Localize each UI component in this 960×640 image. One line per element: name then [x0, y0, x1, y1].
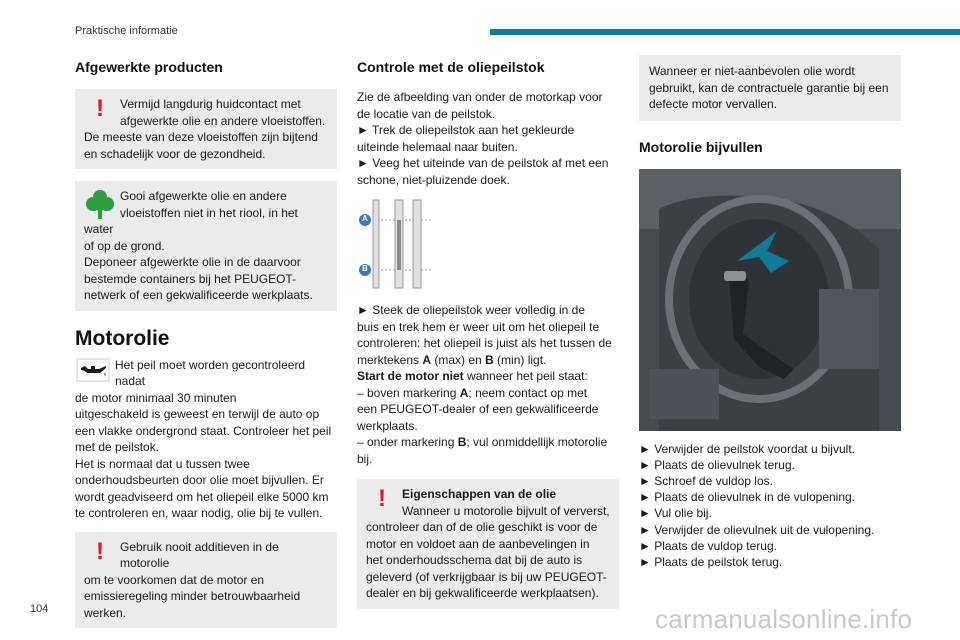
text-line: – onder markering B; vul onmiddellijk motorolie [357, 435, 608, 449]
box-line: dealer en bij gekwalificeerde werkplaatsen). [366, 586, 599, 600]
warning-box-additives [75, 532, 337, 629]
text-line: Zie de afbeelding van onder de motorkap voor [357, 90, 603, 104]
step-item: ► Schroef de vuldop los. [639, 473, 773, 488]
column-3 [639, 55, 901, 570]
step-item: ► Plaats de vuldop terug. [639, 538, 777, 553]
env-line: netwerk of een gekwalificeerde werkplaats. [84, 288, 313, 302]
intro-line: een vlakke ondergrond staat. Controleer het peil [75, 423, 332, 438]
marker-a-label: A [362, 214, 368, 223]
box-line: controleer dan of de olie geschikt is voor de [366, 520, 598, 534]
warning-line: afgewerkte olie en andere vloeistoffen. [120, 113, 326, 128]
warning-icon: ! [378, 485, 386, 512]
text-line: werkplaats. [357, 418, 418, 433]
motorolie-intro [75, 357, 337, 522]
environment-box [75, 181, 337, 311]
section-title-motorolie: Motorolie [75, 326, 170, 350]
env-line: vloeistoffen niet in het riool, in het water [84, 205, 298, 236]
engine-bay-photo [639, 169, 901, 431]
step-item: ► Verwijder de peilstok voordat u bijvult. [639, 441, 855, 456]
warning-icon: ! [96, 537, 104, 565]
tree-icon [84, 188, 116, 218]
text-line: een PEUGEOT-dealer of een gekwalificeerde [357, 402, 599, 416]
text-line: buis en trek hem er weer uit om het oliepeil te [357, 319, 600, 334]
text-line: controleren: het oliepeil is juist als het tussen de [357, 336, 612, 350]
text-line: ► Veeg het uiteinde van de peilstok af met een [357, 156, 609, 170]
box-line: het onderhoudsschema dat bij de auto is [366, 553, 583, 567]
text-line: schone, niet-pluizende doek. [357, 172, 510, 187]
text-line: ► Trek de oliepeilstok aan het gekleurde [357, 123, 575, 137]
warning-line: om te voorkomen dat de motor en [84, 572, 265, 587]
intro-line: onderhoudsbeurten door olie moet bijvullen. Er [75, 473, 324, 487]
warning-line: Gebruik nooit additieven in de motorolie [120, 539, 279, 570]
text-line: bij. [357, 451, 373, 466]
start-warning-line: Start de motor niet wanneer het peil staat: [357, 369, 588, 383]
watermark-link[interactable]: carmanualsonline.info [655, 604, 913, 634]
env-line: bestemde containers bij het PEUGEOT- [84, 271, 297, 286]
intro-line: Het is normaal dat u tussen twee [75, 456, 250, 471]
column-1 [75, 55, 337, 640]
box-title: Eigenschappen van de olie [402, 487, 557, 501]
warning-line: werken. [84, 605, 127, 620]
page-header-section: Praktische informatie [75, 25, 178, 37]
step-item: ► Vul olie bij. [639, 506, 712, 521]
box-line: motor en voldoet aan de aanbevelingen in [366, 536, 590, 551]
page-number: 104 [30, 603, 49, 615]
text-line: de locatie van de peilstok. [357, 106, 496, 121]
warning-box-oil-properties [357, 479, 619, 609]
warning-line: en schadelijk voor de gezondheid. [84, 146, 266, 161]
text-line: – boven markering A; neem contact op met [357, 385, 588, 400]
box-line: defecte motor vervallen. [649, 97, 778, 111]
marker-b-label: B [362, 264, 368, 273]
step-item: ► Verwijder de olievulnek uit de vulopening. [639, 522, 875, 537]
step-item: ► Plaats de peilstok terug. [639, 554, 783, 569]
box-line: Wanneer er niet-aanbevolen olie wordt [649, 64, 855, 78]
intro-line: wordt geadviseerd om het oliepeil elke 5000 km [75, 489, 329, 504]
dipstick-illustration [357, 198, 619, 290]
warning-box-skin-contact [75, 89, 337, 169]
intro-line: met de peilstok. [75, 440, 160, 454]
env-line: of op de grond. [84, 238, 165, 253]
text-line: ► Steek de oliepeilstok weer volledig in de [357, 303, 586, 317]
step-item: ► Plaats de olievulnek in de vulopening. [639, 490, 856, 505]
intro-line: uitgeschakeld is geweest en terwijl de auto op [75, 407, 320, 421]
env-line: Deponeer afgewerkte olie in de daarvoor [84, 255, 301, 269]
box-line: gebruikt, kan de contractuele garantie bij een [649, 80, 889, 95]
warning-line: Vermijd langdurig huidcontact met [120, 97, 301, 111]
heading-controle-oliepeilstok: Controle met de oliepeilstok [357, 59, 545, 75]
heading-motorolie-bijvullen: Motorolie bijvullen [639, 138, 763, 155]
text-line: uiteinde helemaal naar buiten. [357, 139, 518, 154]
step-item: ► Plaats de olievulnek terug. [639, 457, 795, 472]
warning-line: De meeste van deze vloeistoffen zijn bijtend [84, 130, 318, 144]
intro-line: te controleren en, waar nodig, olie bij te vullen. [75, 506, 323, 520]
heading-afgewerkte-producten: Afgewerkte producten [75, 59, 223, 75]
oil-can-icon [75, 357, 111, 385]
column-2 [357, 55, 619, 621]
intro-line: Het peil moet worden gecontroleerd nadat [115, 357, 306, 388]
env-line: Gooi afgewerkte olie en andere [120, 189, 287, 203]
intro-line: de motor minimaal 30 minuten [75, 390, 237, 405]
header-accent-bar [490, 29, 960, 35]
box-line: Wanneer u motorolie bijvult of ververst, [402, 503, 610, 518]
warning-icon: ! [96, 95, 104, 122]
warning-line: emissieregeling minder betrouwbaarheid [84, 589, 301, 603]
box-line: geleverd (of verkrijgbaar is bij uw PEUGEOT- [366, 569, 607, 584]
warranty-note-box [639, 55, 901, 121]
text-line-markers: merktekens A (max) en B (min) ligt. [357, 352, 547, 367]
